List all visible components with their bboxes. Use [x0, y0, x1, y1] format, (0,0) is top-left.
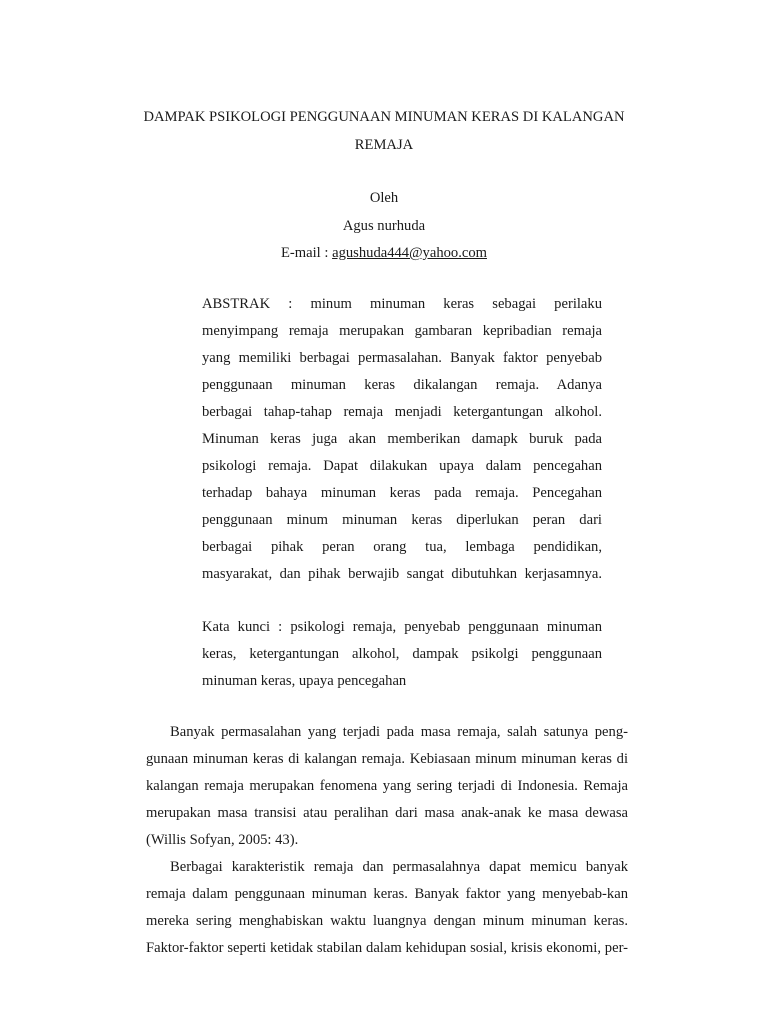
abstract-line: psikologi remaja. Dapat dilakukan upaya dalam pencegahan: [202, 458, 602, 474]
title-line-1: DAMPAK PSIKOLOGI PENGGUNAAN MINUMAN KERAS DI KALANGAN: [143, 109, 625, 125]
body-line: kalangan remaja merupakan fenomena yang sering terjadi di Indonesia. Remaja: [146, 778, 628, 794]
abstract-line: yang memiliki berbagai permasalahan. Banyak faktor penyebab: [202, 350, 602, 366]
body-line: mereka sering menghabiskan waktu luangnya dengan minum minuman keras.: [146, 913, 628, 929]
body-line: (Willis Sofyan, 2005: 43).: [146, 832, 299, 848]
keywords-line: keras, ketergantungan alkohol, dampak psikolgi penggunaan: [202, 646, 602, 662]
body-line: Berbagai karakteristik remaja dan permasalahnya dapat memicu banyak: [170, 859, 628, 875]
body-line: merupakan masa transisi atau peralihan dari masa anak-anak ke masa dewasa: [146, 805, 628, 821]
author-email-line: [0, 244, 768, 262]
abstract-line: penggunaan minum minuman keras diperlukan peran dari: [202, 512, 602, 528]
abstract-line: masyarakat, dan pihak berwajib sangat dibutuhkan kerjasamnya.: [202, 566, 602, 582]
abstract-line: menyimpang remaja merupakan gambaran kepribadian remaja: [202, 323, 602, 339]
email-label: E-mail :: [281, 245, 333, 261]
abstract-line: berbagai tahap-tahap remaja menjadi ketergantungan alkohol.: [202, 404, 602, 420]
abstract-line: ABSTRAK : minum minuman keras sebagai perilaku: [202, 296, 602, 312]
abstract-line: terhadap bahaya minuman keras pada remaja. Pencegahan: [202, 485, 602, 501]
abstract-line: berbagai pihak peran orang tua, lembaga pendidikan,: [202, 539, 602, 555]
body-line: remaja dalam penggunaan minuman keras. Banyak faktor yang menyebab-kan: [146, 886, 628, 902]
email-link[interactable]: agushuda444@yahoo.com: [332, 245, 487, 261]
body-line: gunaan minuman keras di kalangan remaja. Kebiasaan minum minuman keras di: [146, 751, 628, 767]
keywords-line: Kata kunci : psikologi remaja, penyebab penggunaan minuman: [202, 619, 602, 635]
abstract-line: penggunaan minuman keras dikalangan remaja. Adanya: [202, 377, 602, 393]
author-name: Agus nurhuda: [342, 218, 426, 234]
body-line: Faktor-faktor seperti ketidak stabilan dalam kehidupan sosial, krisis ekonomi, per-: [146, 940, 628, 956]
author-by-label: Oleh: [369, 190, 399, 206]
body-line: Banyak permasalahan yang terjadi pada masa remaja, salah satunya peng-: [170, 724, 628, 740]
abstract-line: Minuman keras juga akan memberikan damapk buruk pada: [202, 431, 602, 447]
title-line-2: REMAJA: [354, 137, 414, 153]
keywords-line: minuman keras, upaya pencegahan: [202, 673, 407, 689]
